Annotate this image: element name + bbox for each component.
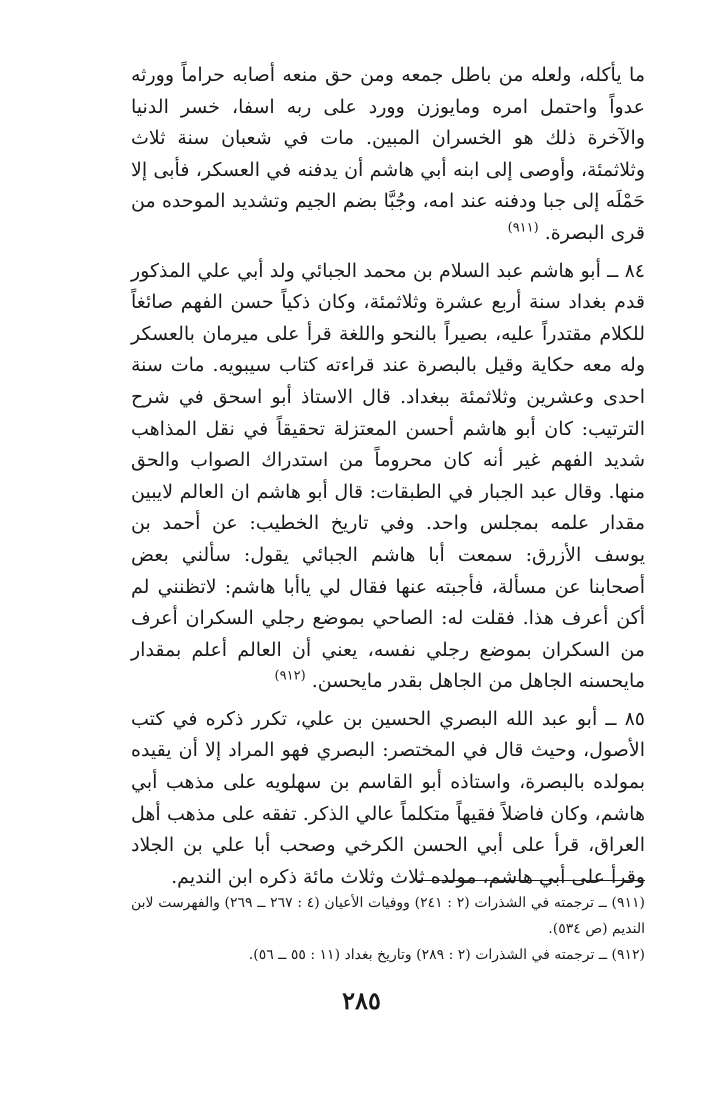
paragraph-text: ما يأكله، ولعله من باطل جمعه ومن حق منعه أصابه حراماً وورثه عدواً واحتمل امره ومايوزن وورد على ربه اسفا، خسر الدنيا والآخرة ذلك هو الخسران المبين. مات في شعبان سنة ثلاث وثلاثمئة، وأوصى إلى ابنه أبي هاشم أن يدفنه في العسكر، فأبى إلا حَمْلَه إلى جبا ودفنه عند امه، وجُبَّا بضم الجيم وتشديد الموحده من قرى البصرة. [131, 64, 645, 244]
page-number: ٢٨٥ [342, 986, 381, 1015]
footnote-marker-912: (٩١٢) [274, 668, 306, 684]
paragraph-text: ٨٥ ــ أبو عبد الله البصري الحسين بن علي، تكرر ذكره في كتب الأصول، وحيث قال في المختصر: البصري فهو المراد إلا أن يقيده بمولده بالبصرة، واستاذه أبو القاسم بن سهلويه على مذهب أبي هاشم، وكان فاضلاً فقيهاً متكلماً عالي الذكر. تفقه على مذهب أهل العراق، قرأ على أبي الحسن الكرخي وصحب أبا علي بن الجلاد وقرأ على أبي هاشم، مولده ثلاث وثلاث مائة ذكره ابن النديم. [131, 707, 645, 888]
paragraph-opening [131, 60, 645, 250]
entry-84-paragraph [131, 256, 645, 698]
paragraph-text: ٨٤ ــ أبو هاشم عبد السلام بن محمد الجبائي ولد أبي علي المذكور قدم بغداد سنة أربع عشرة وثلاثمئة، وكان ذكياً حسن الفهم صائغاً للكلام مقتدراً عليه، بصيراً بالنحو واللغة قرأ على ميرمان بالعسكر وله معه حكاية وقيل بالبصرة عند قراءته كتاب سيبويه. مات سنة احدى وعشرين وثلاثمئة ببغداد. قال الاستاذ أبو اسحق في شرح الترتيب: كان أبو هاشم أحسن المعتزلة تحقيقاً في نقل المذاهب شديد الفهم غير أنه كان محروماً من استدراك الصواب والحق منها. وقال عبد الجبار في الطبقات: قال أبو هاشم ان العالم لايبين مقدار علمه بمجلس واحد. وفي تاريخ الخطيب: عن أحمد بن يوسف الأزرق: سمعت أبا هاشم الجبائي يقول: سألني بعض أصحابنا عن مسألة، فأجبته عنها فقال لي ياأبا هاشم: لاتظنني لم أكن أعرف هذا. فقلت له: الصاحي بموضع رجلي السكران أعرف من السكران بموضع رجلي نفسه، يعني أن العالم أعلم بمقدار مايحسنه الجاهل من الجاهل بقدر مايحسن. [131, 259, 645, 693]
footnote-911: (٩١١) ــ ترجمته في الشذرات (٢ : ٢٤١) ووفيات الأعيان (٤ : ٢٦٧ ــ ٢٦٩) والفهرست لابن النديم (ص ٥٣٤). [131, 895, 646, 937]
main-text [131, 60, 645, 893]
footnotes [131, 890, 645, 968]
footnote-912: (٩١٢) ــ ترجمته في الشذرات (٢ : ٢٨٩) وتاريخ بغداد (١١ : ٥٥ ــ ٥٦). [248, 947, 645, 963]
footnote-divider [418, 880, 645, 881]
footnote-marker-911: (٩١١) [507, 220, 539, 236]
entry-85-paragraph [131, 704, 645, 894]
